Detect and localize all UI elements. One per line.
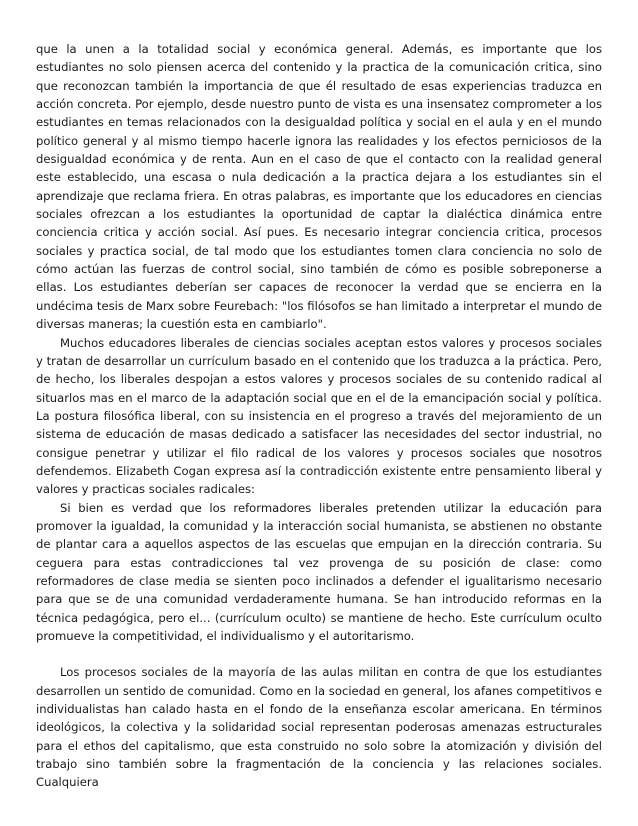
block-quote-paragraph: Si bien es verdad que los reformadores liberales pretenden utilizar la educación para promover la igualdad, la comunidad y la interacción social humanista, se abstienen no obstante de plantar cara a aquellos aspectos de las escuelas que empujan en la dirección contraria. Su ceguera para estas contradicciones tal vez provenga de su posición de clase: como reformadores de clase media se sienten poco inclinados a defender el igualitarismo necesario para que se de una comunidad verdaderamente humana. Se han introducido reformas en la técnica pedagógica, pero el... (currículum oculto) se mantiene de hecho. Este currículum oculto promueve la competitividad, el individualismo y el autoritarismo.	[36, 500, 602, 643]
paragraph-spacer	[36, 645, 602, 663]
paragraph-1: que la unen a la totalidad social y económica general. Además, es importante que los estudiantes no solo piensen acerca del contenido y la practica de la comunicación critica, sino que reconozcan también la importancia de que él resultado de esas experiencias traduzca en acción concreta. Por ejemplo, desde nuestro punto de vista es una insensatez comprometer a los estudiantes en temas relacionados con la desigualdad política y social en el aula y en el mundo político general y al mismo tiempo hacerle ignora las realidades y los efectos perniciosos de la desigualdad económica y de renta. Aun en el caso de que el contacto con la realidad general este establecido, una escasa o nula dedicación a la practica dejara a los estudiantes sin el aprendizaje que reclama friera. En otras palabras, es importante que los educadores en ciencias sociales ofrezcan a los estudiantes la oportunidad de captar la dialéctica dinámica entre conciencia critica y acción social. Así pues. Es necesario integrar conciencia critica, procesos sociales y practica social, de tal modo que los estudiantes tomen clara conciencia no solo de cómo actúan las fuerzas de control social, sino también de cómo es posible sobreponerse a ellas. Los estudiantes deberían ser capaces de reconocer la verdad que se encierra en la undécima tesis de Marx sobre Feurebach: "los filósofos se han limitado a interpretar el mundo de diversas maneras; la cuestión esta en cambiarlo".	[36, 42, 602, 332]
document-page	[36, 40, 602, 792]
paragraph-4: Los procesos sociales de la mayoría de las aulas militan en contra de que los estudiantes desarrollen un sentido de comunidad. Como en la sociedad en general, los afanes competitivos e individualistas han calado hasta en el fondo de la enseñanza escolar americana. En términos ideológicos, la colectiva y la solidaridad social representan poderosas amenazas estructurales para el ethos del capitalismo, que esta construido no solo sobre la atomización y división del trabajo sino también sobre la fragmentación de la conciencia y las relaciones sociales. Cualquiera	[36, 665, 602, 790]
paragraph-2: Muchos educadores liberales de ciencias sociales aceptan estos valores y procesos sociales y tratan de desarrollar un currículum basado en el contenido que los traduzca a la práctica. Pero, de hecho, los liberales despojan a estos valores y procesos sociales de su contenido radical al situarlos mas en el marco de la adaptación social que en el de la emancipación social y política. La postura filosófica liberal, con su insistencia en el progreso a través del mejoramiento de un sistema de educación de masas dedicado a satisfacer las necesidades del sector industrial, no consigue penetrar y utilizar el filo radical de los valores y procesos sociales que nosotros defendemos. Elizabeth Cogan expresa así la contradicción existente entre pensamiento liberal y valores y practicas sociales radicales:	[36, 335, 602, 497]
